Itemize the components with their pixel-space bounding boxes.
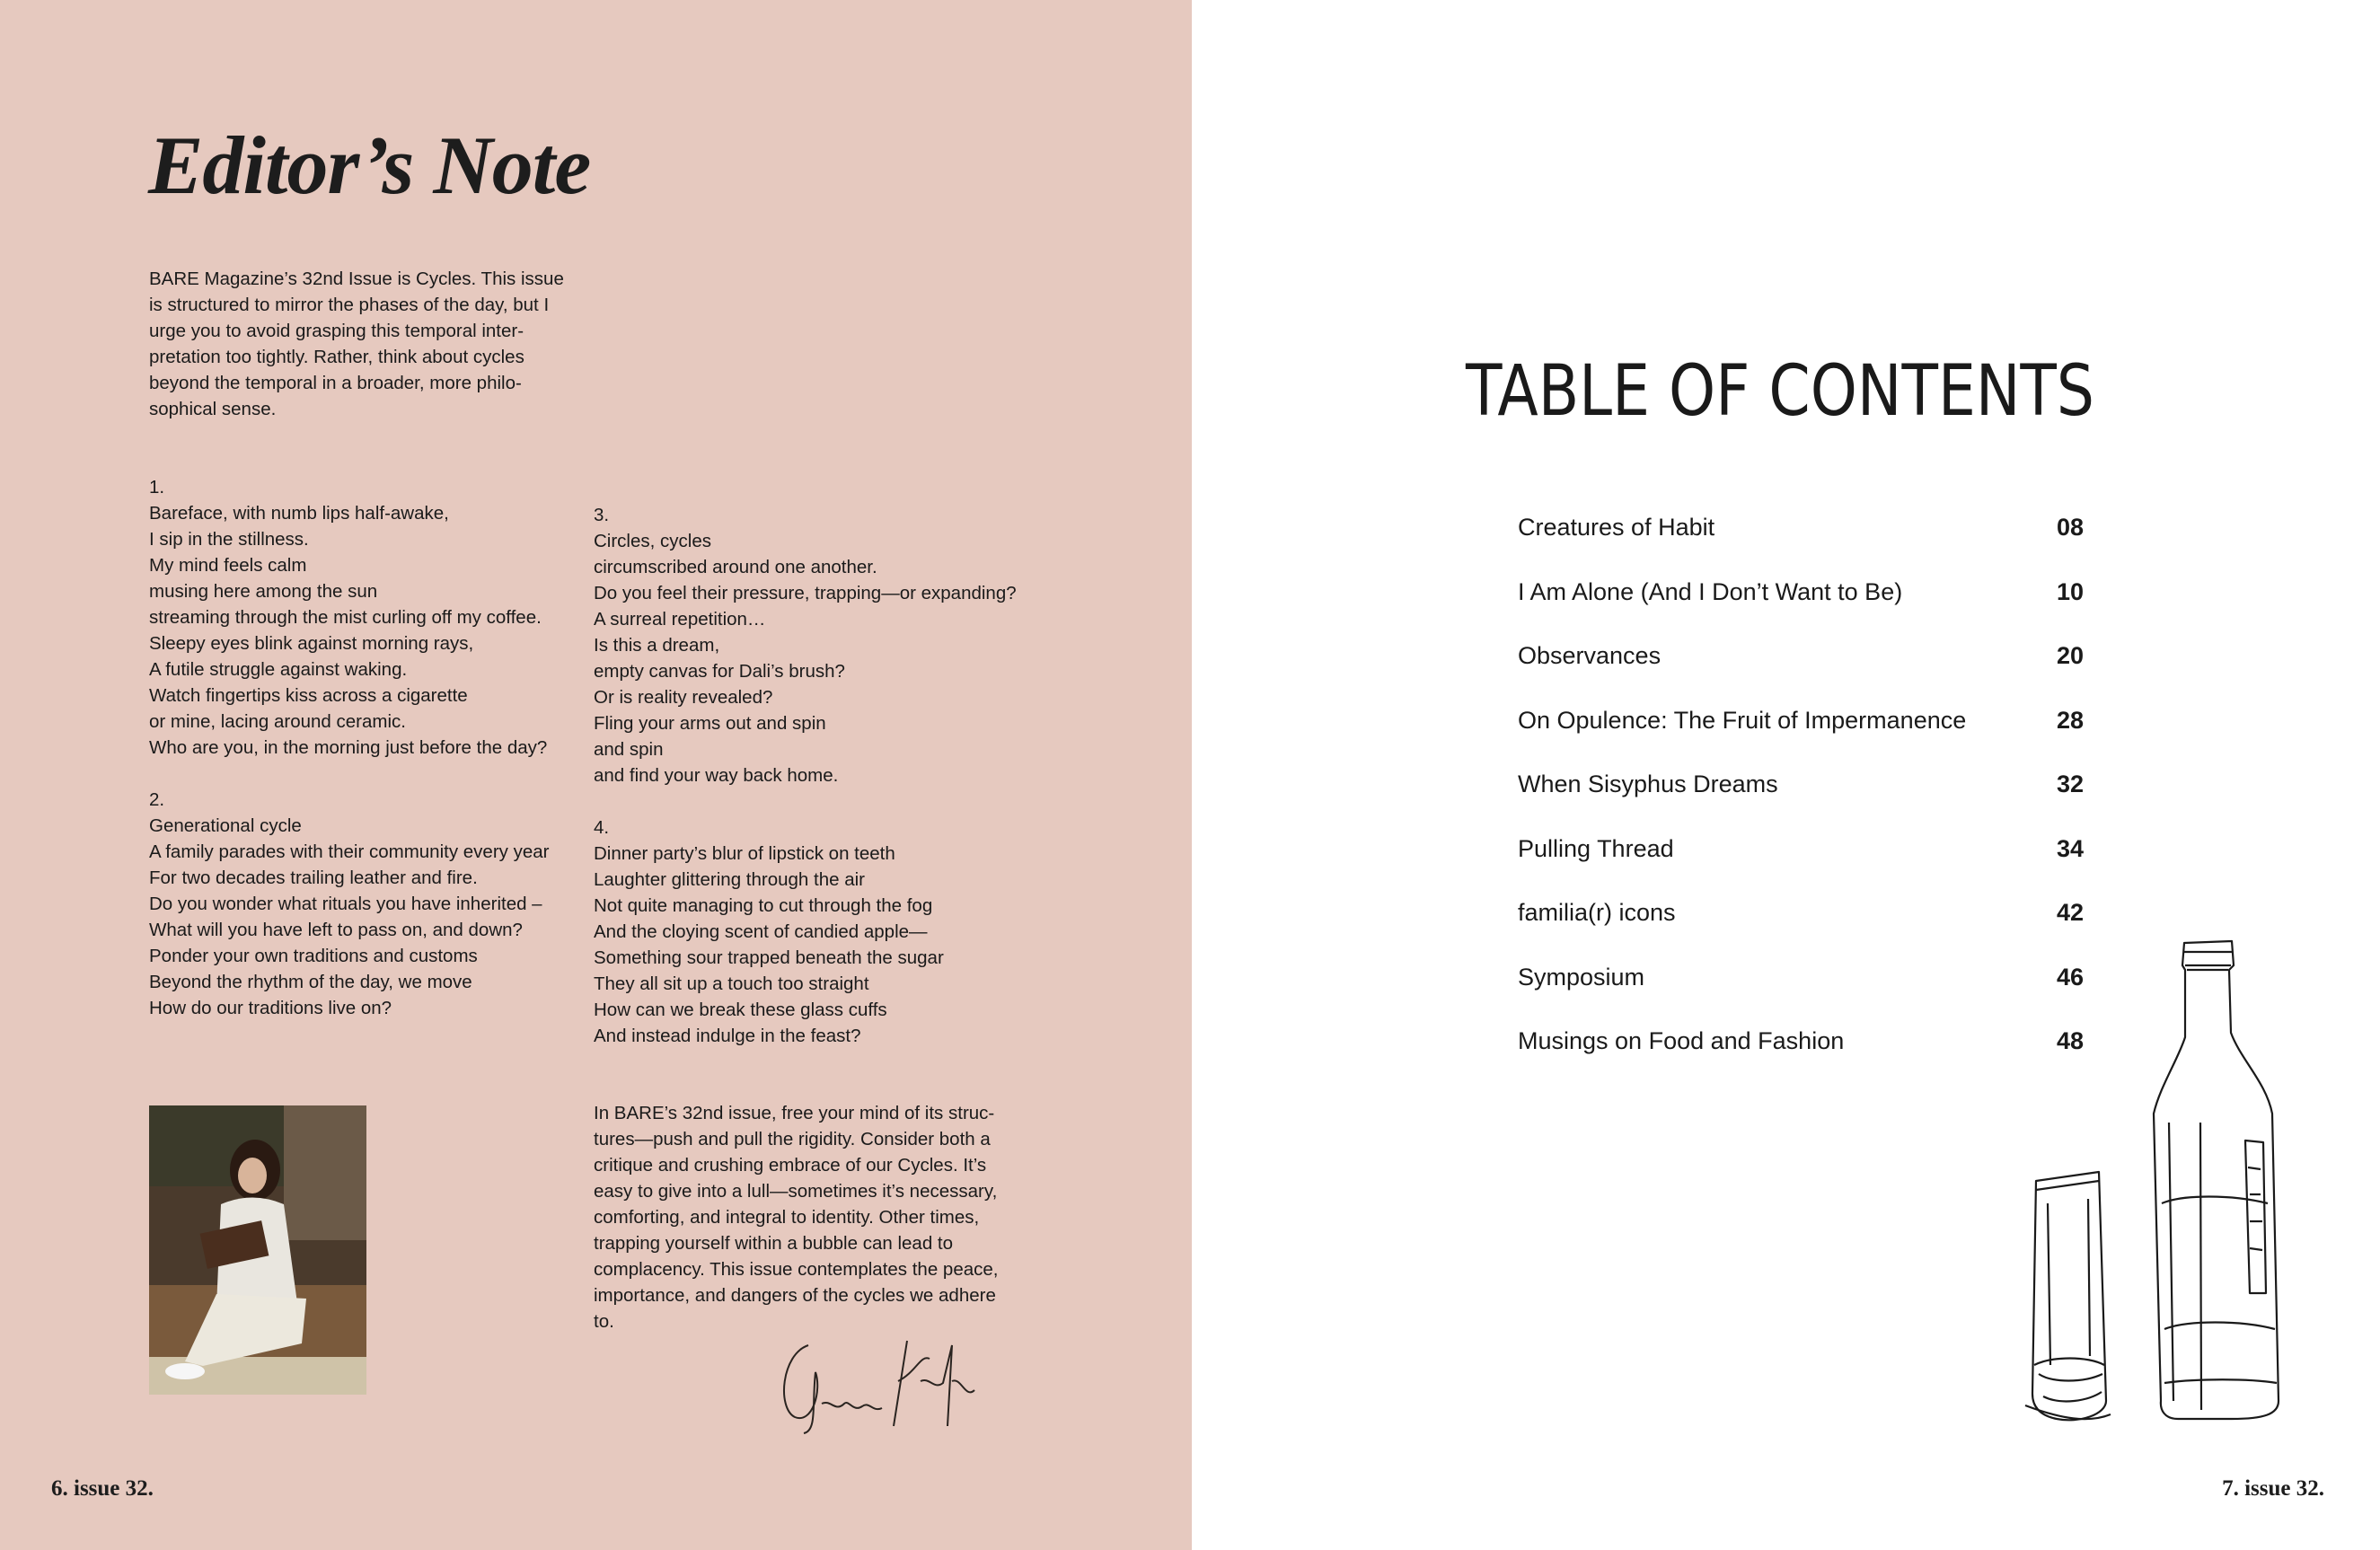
poem-line: Do you feel their pressure, trapping—or expanding? xyxy=(594,583,1017,603)
signature xyxy=(772,1327,988,1444)
closing-paragraph: In BARE’s 32nd issue, free your mind of its struc-tures—push and pull the rigidity. Consider both a critique and crushing embrace of our Cycles. It’s easy to give into a lull—sometimes it’s necessary, comforting, and integral to identity. Other times, trapping yourself within a bubble can lead to complacency. This issue contemplates the peace, importance, and dangers of the cycles we adhere to. xyxy=(594,1103,999,1332)
poem-line: And the cloying scent of candied apple— xyxy=(594,921,928,942)
toc-entry-title: Observances xyxy=(1518,642,1662,670)
bottle-and-glass-sketch xyxy=(2025,934,2313,1446)
poem-line: Laughter glittering through the air xyxy=(594,869,866,890)
toc-entry-title: Symposium xyxy=(1518,963,1645,991)
poem-line: Circles, cycles xyxy=(594,531,711,551)
toc-entry-title: On Opulence: The Fruit of Impermanence xyxy=(1518,706,1967,734)
poem-line: How can we break these glass cuffs xyxy=(594,1000,887,1020)
poem-line: 3. xyxy=(594,505,610,525)
toc-entry[interactable] xyxy=(1518,946,2084,1010)
toc-entry[interactable] xyxy=(1518,689,2084,753)
poem-line: For two decades trailing leather and fire. xyxy=(149,867,478,888)
poem-line: and find your way back home. xyxy=(594,765,839,786)
poem-line: A family parades with their community every year xyxy=(149,841,550,862)
poem-line: Is this a dream, xyxy=(594,635,720,656)
toc-entry-title: Pulling Thread xyxy=(1518,834,1674,862)
folio-right: 7. issue 32. xyxy=(2222,1476,2324,1501)
poem-line: I sip in the stillness. xyxy=(149,529,309,550)
toc-title xyxy=(1466,334,2094,433)
poem-line: Not quite managing to cut through the fog xyxy=(594,895,933,916)
folio-left: 6. issue 32. xyxy=(51,1476,154,1501)
toc-entry[interactable] xyxy=(1518,560,2084,625)
poem-line: Sleepy eyes blink against morning rays, xyxy=(149,633,474,654)
poem-2 xyxy=(149,787,549,1021)
table-of-contents xyxy=(1518,496,2084,1074)
toc-entry[interactable] xyxy=(1518,753,2084,817)
toc-entry-page: 10 xyxy=(2056,577,2084,605)
toc-entry-page: 28 xyxy=(2056,706,2084,734)
intro-paragraph: BARE Magazine’s 32nd Issue is Cycles. This issue is structured to mirror the phases of the day, but I urge you to avoid grasping this temporal inter-pretation too tightly. Rather, think about cycles beyond the temporal in a broader, more philo-sophical sense. xyxy=(149,269,564,419)
toc-entry-title: I Am Alone (And I Don’t Want to Be) xyxy=(1518,577,1903,605)
poem-line: empty canvas for Dali’s brush? xyxy=(594,661,845,682)
poem-line: and spin xyxy=(594,739,664,760)
poem-line: Watch fingertips kiss across a cigarette xyxy=(149,685,468,706)
toc-entry-page: 20 xyxy=(2056,642,2084,670)
toc-entry[interactable] xyxy=(1518,881,2084,946)
toc-entry[interactable] xyxy=(1518,496,2084,560)
poem-line: They all sit up a touch too straight xyxy=(594,973,869,994)
poem-line: Generational cycle xyxy=(149,815,302,836)
poem-line: Bareface, with numb lips half-awake, xyxy=(149,503,449,524)
poem-3 xyxy=(594,502,1017,788)
toc-title-text: TABLE OF CONTENTS xyxy=(1465,351,2094,432)
poem-line: My mind feels calm xyxy=(149,555,307,576)
poem-line: Do you wonder what rituals you have inherited – xyxy=(149,894,542,914)
toc-entry-title: Musings on Food and Fashion xyxy=(1518,1027,1845,1055)
poem-line: How do our traditions live on? xyxy=(149,998,392,1018)
toc-entry-page: 46 xyxy=(2056,963,2084,991)
toc-entry-page: 48 xyxy=(2056,1027,2084,1055)
editor-photo xyxy=(149,1105,366,1395)
poem-line: Or is reality revealed? xyxy=(594,687,773,708)
poem-line: Ponder your own traditions and customs xyxy=(149,946,478,966)
poem-line: circumscribed around one another. xyxy=(594,557,877,577)
poem-4 xyxy=(594,815,944,1049)
poem-line: A futile struggle against waking. xyxy=(149,659,408,680)
poem-line: streaming through the mist curling off my coffee. xyxy=(149,607,542,628)
toc-entry-page: 34 xyxy=(2056,834,2084,862)
toc-entry[interactable] xyxy=(1518,817,2084,882)
poem-line: 4. xyxy=(594,817,610,838)
toc-entry-title: familia(r) icons xyxy=(1518,899,1676,927)
poem-line: Something sour trapped beneath the sugar xyxy=(594,947,944,968)
poem-line: Fling your arms out and spin xyxy=(594,713,826,734)
toc-entry[interactable] xyxy=(1518,1009,2084,1074)
poem-line: And instead indulge in the feast? xyxy=(594,1026,861,1046)
poem-line: musing here among the sun xyxy=(149,581,378,602)
poem-line: Beyond the rhythm of the day, we move xyxy=(149,972,472,992)
toc-entry-title: Creatures of Habit xyxy=(1518,514,1715,542)
poem-line: 1. xyxy=(149,477,165,498)
poem-line: Who are you, in the morning just before the day? xyxy=(149,737,548,758)
poem-line: or mine, lacing around ceramic. xyxy=(149,711,406,732)
poem-line: Dinner party’s blur of lipstick on teeth xyxy=(594,843,895,864)
page-title: Editor’s Note xyxy=(148,119,591,211)
toc-entry-page: 32 xyxy=(2056,771,2084,798)
toc-entry-page: 42 xyxy=(2056,899,2084,927)
toc-entry-page: 08 xyxy=(2056,514,2084,542)
toc-entry[interactable] xyxy=(1518,624,2084,689)
poem-1 xyxy=(149,474,547,761)
poem-line: What will you have left to pass on, and down? xyxy=(149,920,523,940)
toc-entry-title: When Sisyphus Dreams xyxy=(1518,771,1778,798)
poem-line: 2. xyxy=(149,789,165,810)
poem-line: A surreal repetition… xyxy=(594,609,766,630)
